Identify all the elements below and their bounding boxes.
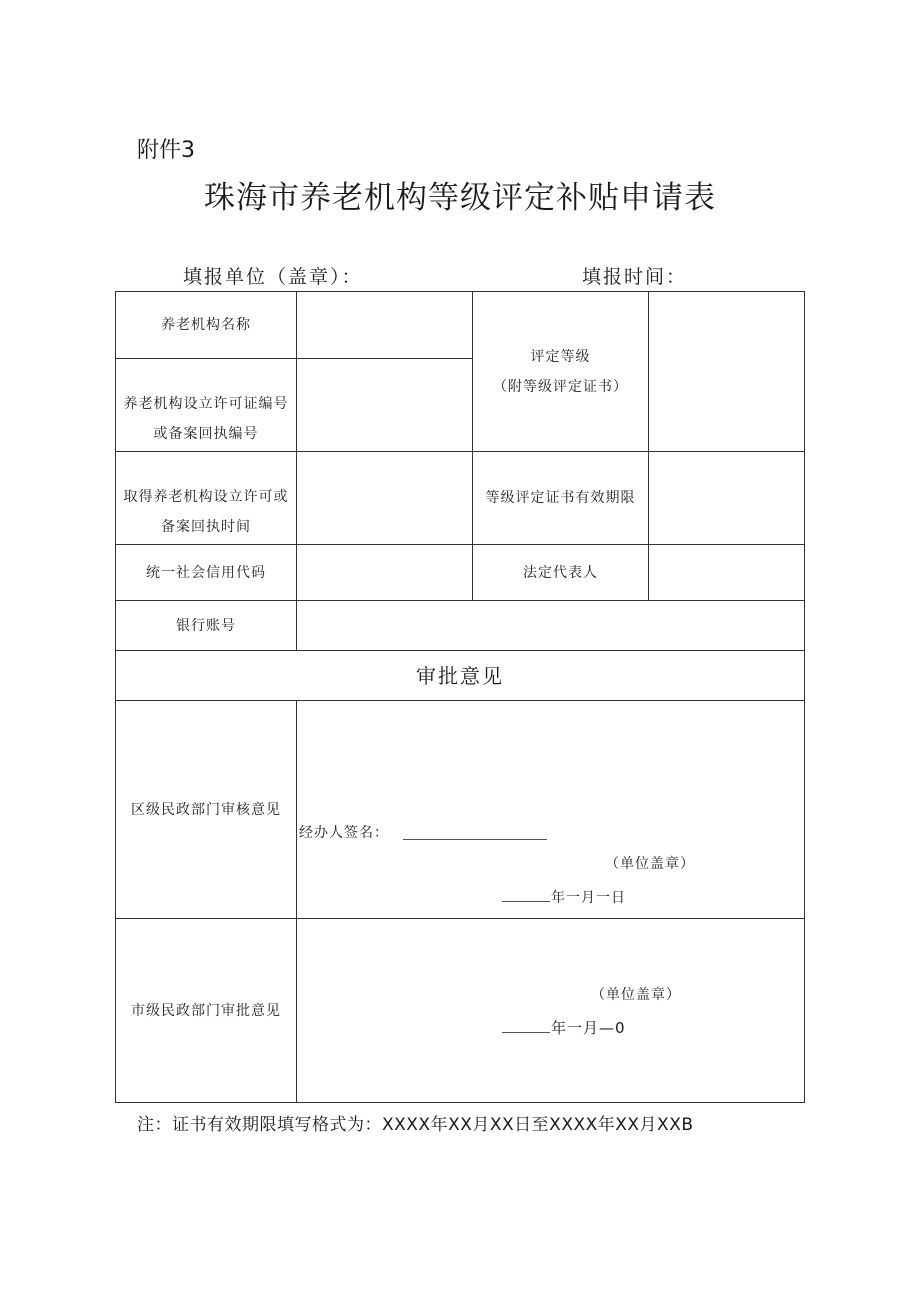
district-review-area[interactable] <box>297 701 804 918</box>
license-date-field[interactable] <box>297 452 472 544</box>
handler-signature-line[interactable] <box>403 839 547 840</box>
district-year-line[interactable] <box>502 901 550 902</box>
license-date-label: 取得养老机构设立许可或备案回执时间 <box>123 489 289 535</box>
form-title: 珠海市养老机构等级评定补贴申请表 <box>204 180 716 216</box>
institution-name-field[interactable] <box>297 292 472 358</box>
grade-label: 评定等级 <box>530 348 591 365</box>
institution-name-label: 养老机构名称 <box>161 317 251 333</box>
city-approval-area[interactable] <box>297 919 804 1102</box>
district-seal-label: （单位盖章） <box>605 856 695 872</box>
legal-rep-label: 法定代表人 <box>523 564 598 581</box>
district-review-label: 区级民政部门审核意见 <box>131 801 281 818</box>
license-number-field[interactable] <box>297 359 472 451</box>
city-approval-label: 市级民政部门审批意见 <box>131 1002 281 1019</box>
grade-note: （附等级评定证书） <box>493 378 628 395</box>
cert-validity-field[interactable] <box>649 452 804 544</box>
grade-label-cell <box>473 292 648 451</box>
attachment-label: 附件3 <box>137 138 195 163</box>
city-seal-label: （单位盖章） <box>591 987 681 1003</box>
legal-rep-field[interactable] <box>649 545 804 600</box>
city-date: 年一月—0 <box>551 1019 626 1037</box>
city-year-line[interactable] <box>502 1032 550 1033</box>
fill-time-label: 填报时间： <box>582 266 688 288</box>
credit-code-label: 统一社会信用代码 <box>146 564 266 581</box>
cert-validity-label: 等级评定证书有效期限 <box>485 490 636 506</box>
fill-unit-label: 填报单位（盖章）： <box>183 266 363 288</box>
handler-signature-label: 经办人签名： <box>299 825 389 841</box>
license-number-label: 养老机构设立许可证编号或备案回执编号 <box>123 396 289 442</box>
application-form-table <box>115 291 805 1103</box>
grade-field[interactable] <box>649 292 804 451</box>
credit-code-field[interactable] <box>297 545 472 600</box>
approval-heading: 审批意见 <box>416 663 504 688</box>
format-note: 注：证书有效期限填写格式为：XXXX年XX月XX日至XXXX年XX月XXB <box>137 1115 694 1135</box>
bank-account-field[interactable] <box>297 601 804 650</box>
district-date: 年一月一日 <box>551 890 626 906</box>
bank-account-label: 银行账号 <box>176 617 236 634</box>
